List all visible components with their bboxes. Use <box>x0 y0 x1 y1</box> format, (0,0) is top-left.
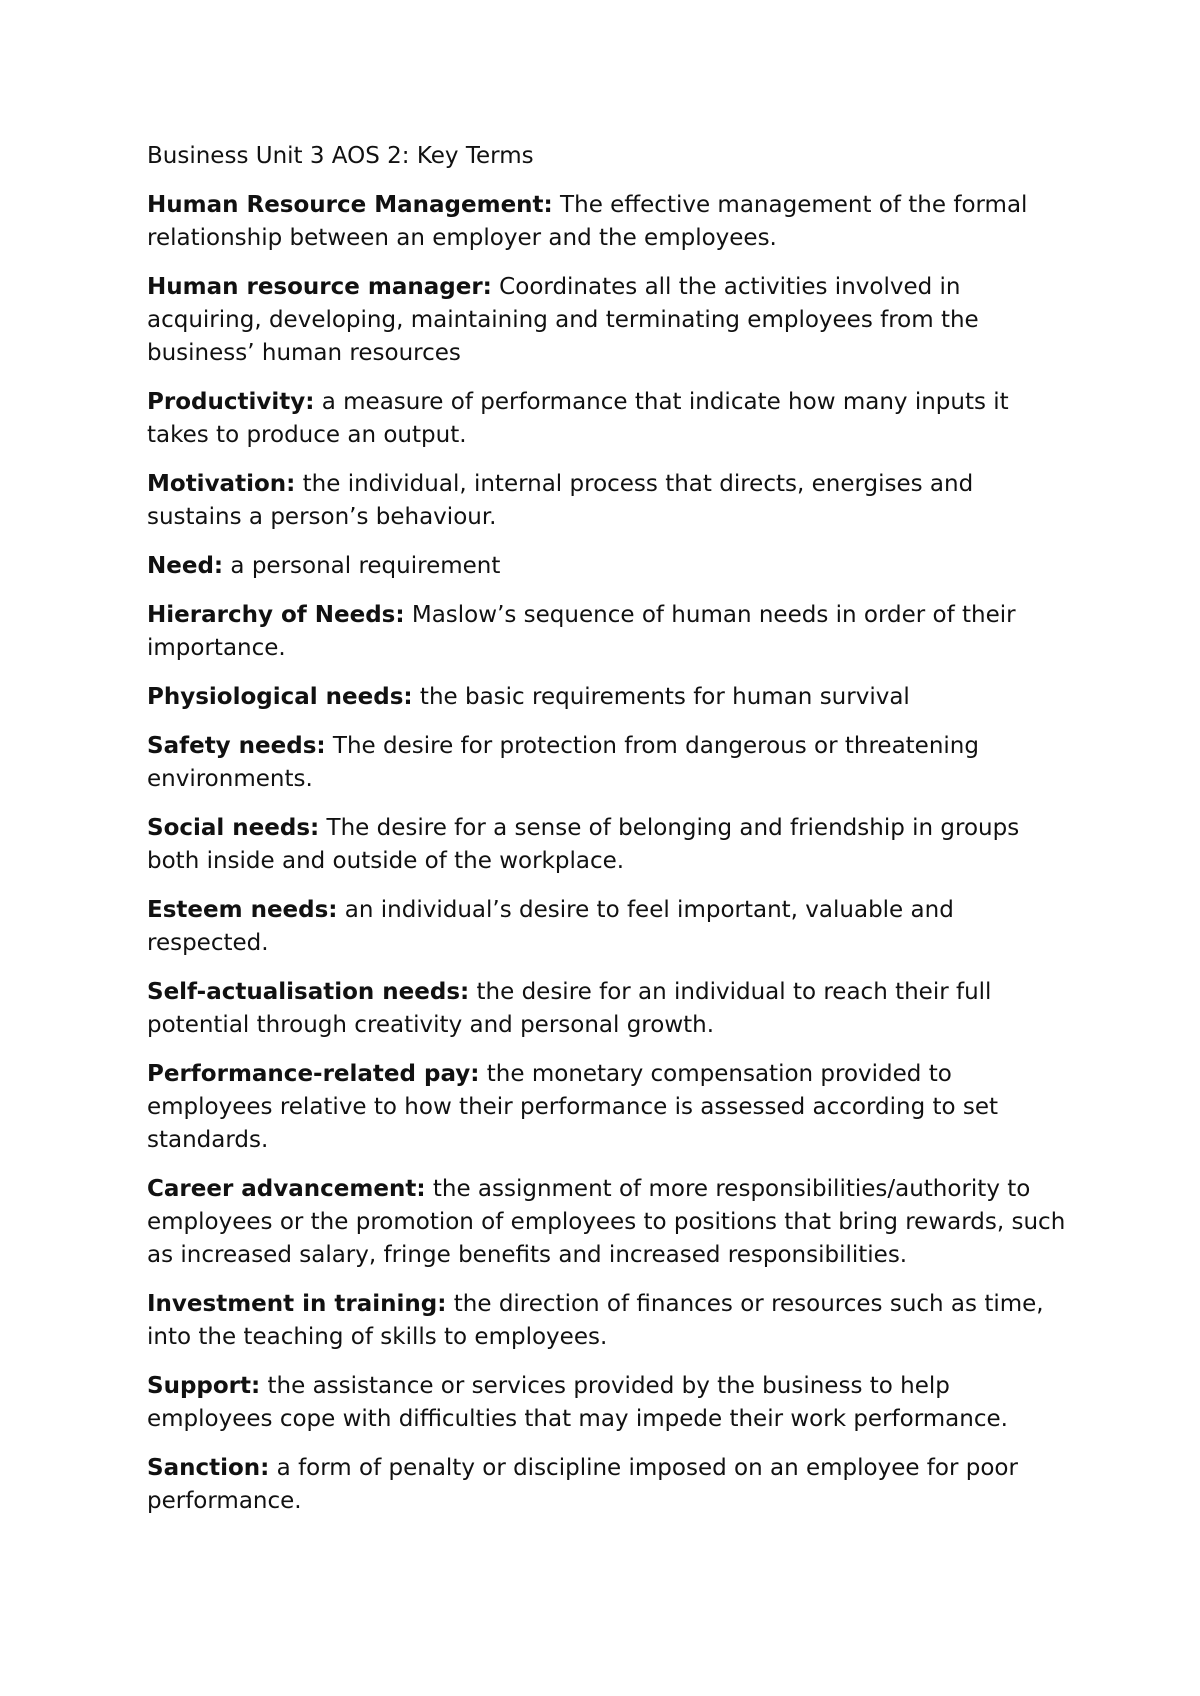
term-definition: the desire for an individual to reach their full potential through creativity and personal growth. <box>147 979 992 1038</box>
term-entry <box>147 468 1072 534</box>
term-definition: the direction of finances or resources such as time, into the teaching of skills to employees. <box>147 1291 1044 1350</box>
term-name: Motivation: <box>147 471 296 497</box>
term-definition: the monetary compensation provided to employees relative to how their performance is assessed according to set standards. <box>147 1061 999 1153</box>
term-entry <box>147 550 1072 583</box>
term-name: Social needs: <box>147 815 320 841</box>
term-definition: Maslow’s sequence of human needs in order of their importance. <box>147 602 1016 661</box>
term-definition: The desire for a sense of belonging and friendship in groups both inside and outside of the workplace. <box>147 815 1020 874</box>
term-name: Sanction: <box>147 1455 270 1481</box>
term-name: Esteem needs: <box>147 897 338 923</box>
term-name: Support: <box>147 1373 261 1399</box>
term-entry <box>147 1288 1072 1354</box>
term-entry <box>147 189 1072 255</box>
term-entry <box>147 976 1072 1042</box>
term-name: Performance-related pay: <box>147 1061 480 1087</box>
term-entry <box>147 271 1072 370</box>
term-definition: a measure of performance that indicate how many inputs it takes to produce an output. <box>147 389 1009 448</box>
term-name: Human Resource Management: <box>147 192 553 218</box>
term-name: Human resource manager: <box>147 274 492 300</box>
term-entry <box>147 681 1072 714</box>
term-definition: The desire for protection from dangerous or threatening environments. <box>147 733 979 792</box>
term-name: Need: <box>147 553 224 579</box>
term-name: Safety needs: <box>147 733 326 759</box>
term-name: Self-actualisation needs: <box>147 979 470 1005</box>
term-name: Hierarchy of Needs: <box>147 602 405 628</box>
term-definition: Coordinates all the activities involved in acquiring, developing, maintaining and terminating employees from the business’ human resources <box>147 274 979 366</box>
term-entry <box>147 1452 1072 1518</box>
term-definition: the basic requirements for human survival <box>412 684 910 710</box>
term-definition: the assistance or services provided by the business to help employees cope with difficulties that may impede their work performance. <box>147 1373 1008 1432</box>
term-definition: the individual, internal process that directs, energises and sustains a person’s behaviour. <box>147 471 974 530</box>
document-body <box>147 140 1072 1534</box>
term-entry <box>147 386 1072 452</box>
term-definition: the assignment of more responsibilities/authority to employees or the promotion of employees to positions that bring rewards, such as increased salary, fringe benefits and increased responsibilities. <box>147 1176 1066 1268</box>
term-entry <box>147 599 1072 665</box>
term-entry <box>147 1173 1072 1272</box>
term-entry <box>147 894 1072 960</box>
term-entry <box>147 1058 1072 1157</box>
term-entry <box>147 1370 1072 1436</box>
term-entry <box>147 812 1072 878</box>
term-definition: The effective management of the formal relationship between an employer and the employees. <box>147 192 1028 251</box>
term-definition: an individual’s desire to feel important, valuable and respected. <box>147 897 954 956</box>
term-definition: a personal requirement <box>223 553 501 579</box>
term-entry <box>147 730 1072 796</box>
term-name: Investment in training: <box>147 1291 447 1317</box>
term-name: Career advancement: <box>147 1176 426 1202</box>
term-name: Productivity: <box>147 389 315 415</box>
document-title: Business Unit 3 AOS 2: Key Terms <box>147 143 534 169</box>
term-name: Physiological needs: <box>147 684 413 710</box>
term-definition: a form of penalty or discipline imposed on an employee for poor performance. <box>147 1455 1018 1514</box>
